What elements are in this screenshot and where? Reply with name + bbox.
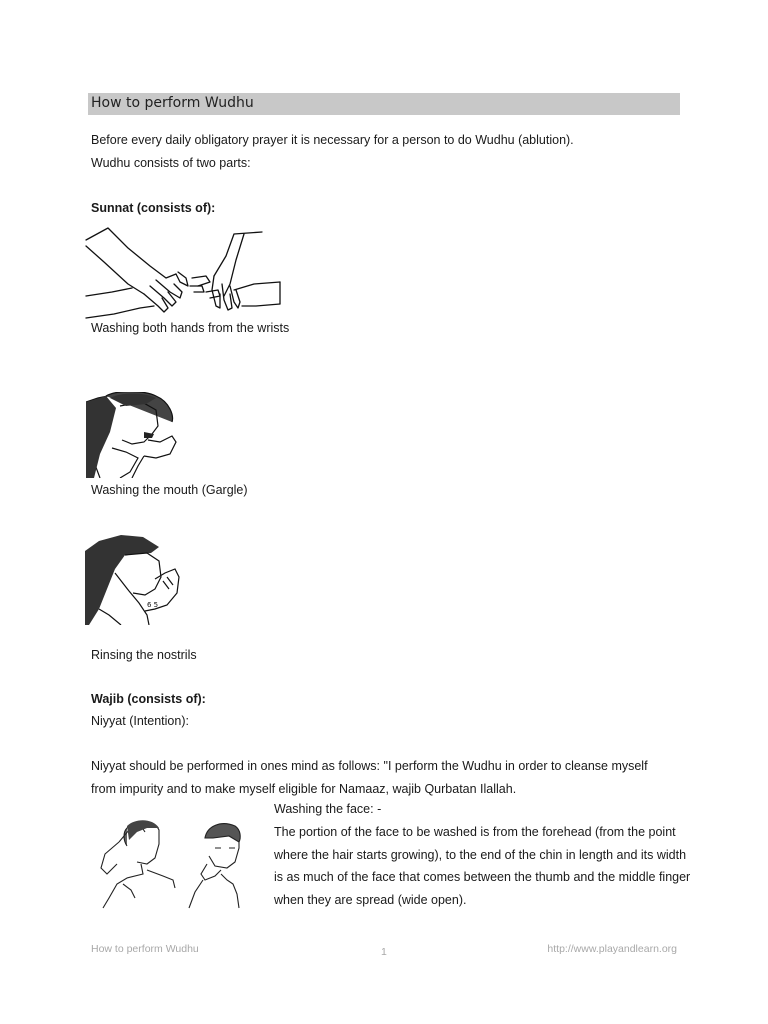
wajib-heading: Wajib (consists of): xyxy=(91,692,206,706)
footer-left-text: How to perform Wudhu xyxy=(91,943,199,955)
niyyat-label: Niyyat (Intention): xyxy=(91,714,189,728)
washing-mouth-illustration xyxy=(86,392,178,478)
footer-url: http://www.playandlearn.org xyxy=(547,943,677,955)
face-description: The portion of the face to be washed is from the forehead (from the point where the hair starts growing), to the end of the chin in length and its width is as much of the face that comes between the thumb and the middle finger when they are spread (wide open). xyxy=(274,825,691,907)
footer-page-number: 1 xyxy=(381,946,387,958)
washing-hands-illustration xyxy=(84,226,284,321)
rinsing-nostrils-illustration xyxy=(85,533,183,625)
sunnat-heading: Sunnat (consists of): xyxy=(91,201,216,215)
caption-hands: Washing both hands from the wrists xyxy=(91,321,290,335)
caption-mouth: Washing the mouth (Gargle) xyxy=(91,483,248,497)
caption-nostrils: Rinsing the nostrils xyxy=(91,648,197,662)
niyyat-text-2: from impurity and to make myself eligible for Namaaz, wajib Qurbatan Ilallah. xyxy=(91,782,517,796)
svg-text:6 5: 6 5 xyxy=(147,601,159,609)
intro-line-1: Before every daily obligatory prayer it is necessary for a person to do Wudhu (ablution). xyxy=(91,133,574,147)
washing-face-illustration xyxy=(97,818,255,912)
page-title: How to perform Wudhu xyxy=(88,93,680,115)
face-heading: Washing the face: - xyxy=(274,802,382,816)
niyyat-text-1: Niyyat should be performed in ones mind as follows: "I perform the Wudhu in order to cleanse myself xyxy=(91,759,648,773)
intro-line-2: Wudhu consists of two parts: xyxy=(91,156,251,170)
